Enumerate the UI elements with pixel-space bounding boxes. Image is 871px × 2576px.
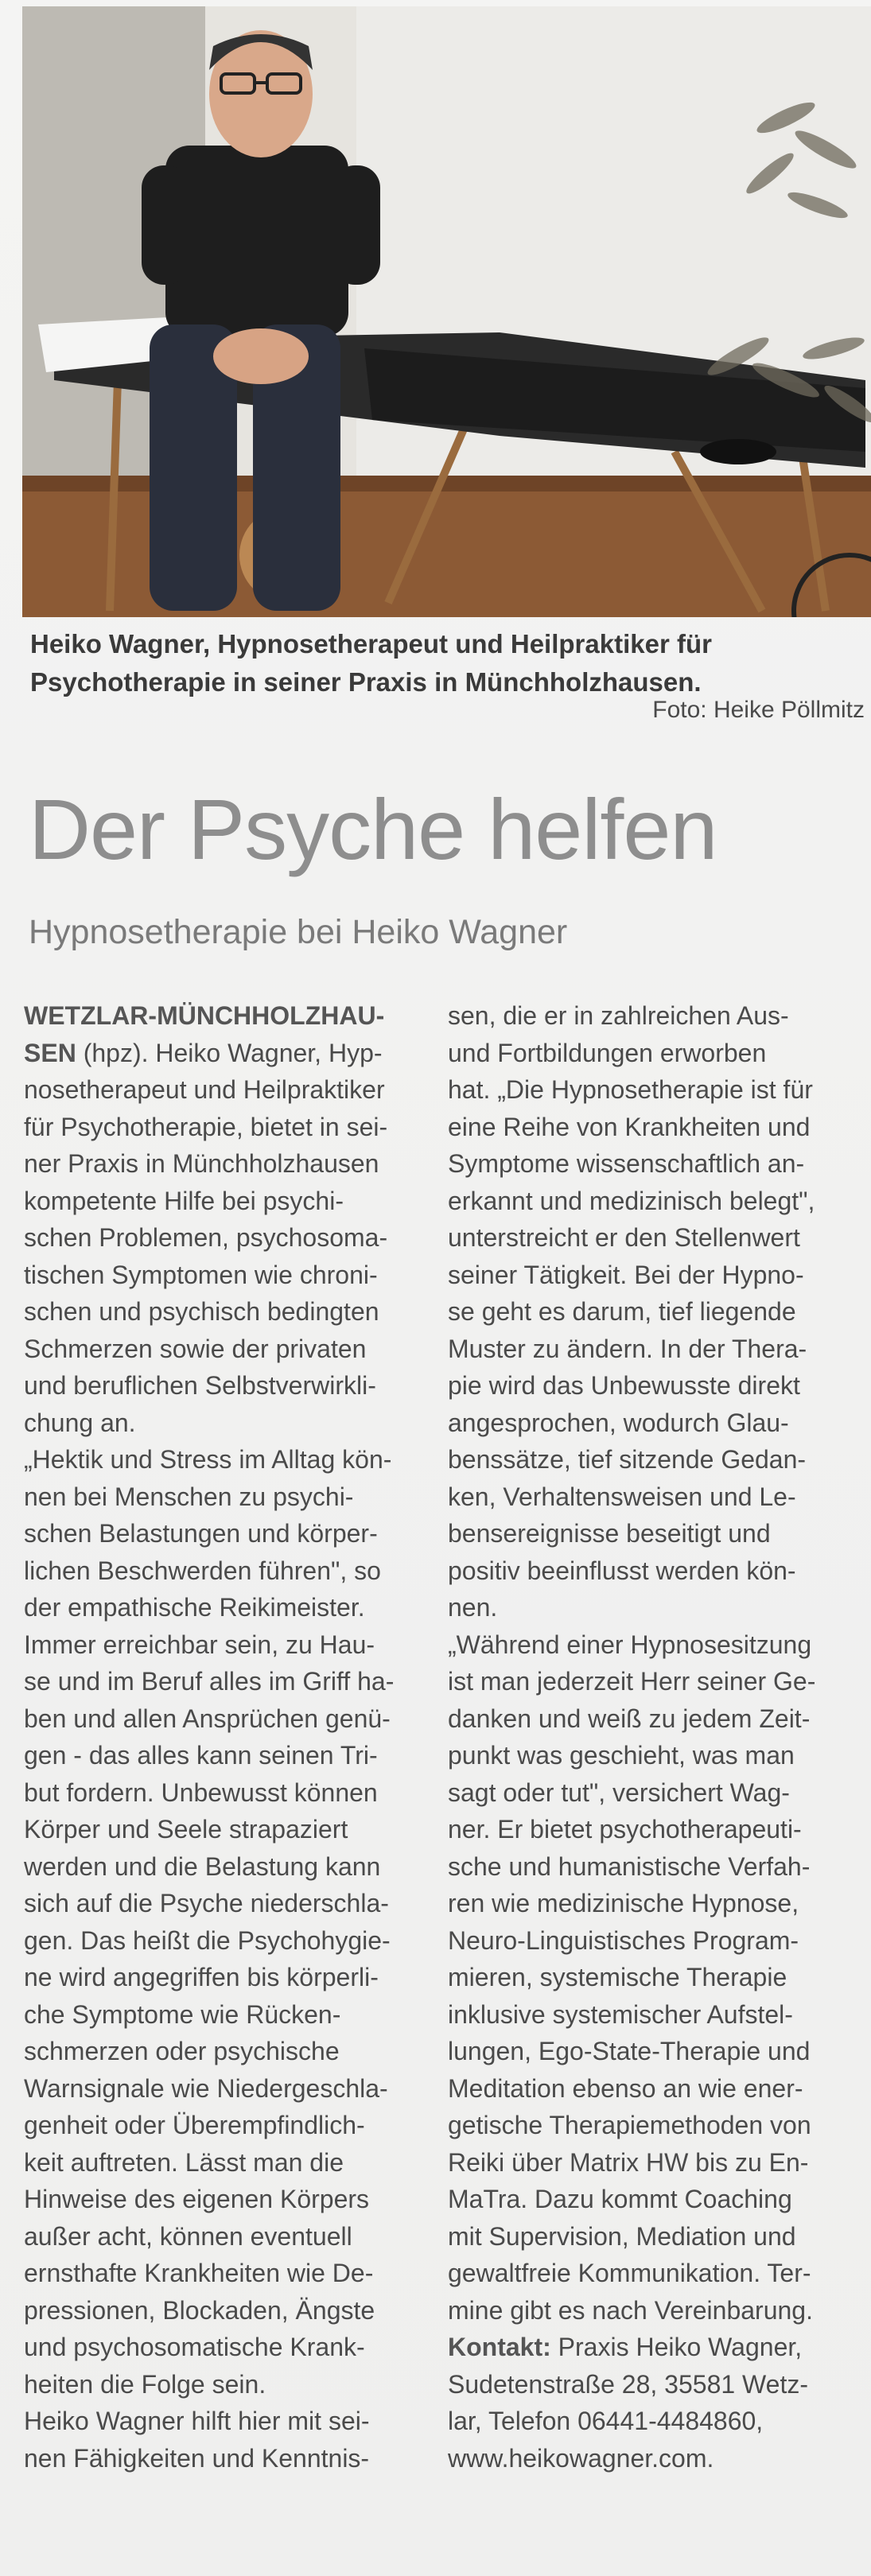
body-line: schen und psychisch bedingten [24, 1297, 379, 1326]
body-line: inklusive systemischer Aufstel- [448, 1999, 793, 2029]
body-line: ken, Verhaltensweisen und Le- [448, 1482, 796, 1511]
body-line: nosetherapeut und Heilpraktiker [24, 1075, 385, 1104]
body-line: genheit oder Überempfindlich- [24, 2111, 365, 2139]
article-photo [22, 6, 871, 617]
body-line: unterstreicht er den Stellenwert [448, 1223, 800, 1252]
body-line: seiner Tätigkeit. Bei der Hypno- [448, 1260, 804, 1289]
contact-line: Sudetenstraße 28, 35581 Wetz- [448, 2369, 809, 2399]
article-dateline-cont: SEN [24, 1038, 76, 1067]
body-line: Meditation ebenso an wie ener- [448, 2073, 803, 2103]
body-line: Immer erreichbar sein, zu Hau- [24, 1630, 375, 1659]
body-line: ne wird angegriffen bis körperli- [24, 1963, 379, 1991]
body-line: und psychosomatische Krank- [24, 2333, 365, 2361]
body-line: Neuro-Linguistisches Program- [448, 1925, 799, 1955]
body-line: sche und humanistische Verfah- [448, 1851, 811, 1881]
body-line: heiten die Folge sein. [24, 2369, 266, 2399]
article-headline: Der Psyche helfen [29, 781, 717, 877]
body-line: mieren, systemische Therapie [448, 1963, 787, 1991]
article-subheadline: Hypnosetherapie bei Heiko Wagner [29, 913, 568, 951]
body-line: Hinweise des eigenen Körpers [24, 2185, 370, 2213]
contact-line: lar, Telefon 06441-4484860, [448, 2407, 764, 2435]
body-line [24, 1035, 415, 1072]
body-line: se und im Beruf alles im Griff ha- [24, 1667, 395, 1696]
body-line: che Symptome wie Rücken- [24, 1999, 341, 2029]
photo-credit: Foto: Heike Pöllmitz [652, 697, 865, 723]
body-line: ner Praxis in Münchholzhausen [24, 1149, 379, 1178]
body-line: ren wie medizinische Hypnose, [448, 1889, 799, 1917]
contact-line [448, 2329, 839, 2366]
article-column-right [448, 997, 839, 2477]
body-line: getische Therapiemethoden von [448, 2111, 811, 2139]
contact-label: Kontakt: [448, 2333, 551, 2361]
contact-text: Praxis Heiko Wagner, [550, 2333, 803, 2361]
body-line: Warnsignale wie Niedergeschla- [24, 2073, 388, 2103]
body-line: keit auftreten. Lässt man die [24, 2147, 344, 2177]
body-line: ist man jederzeit Herr seiner Ge- [448, 1667, 816, 1696]
body-line: mit Supervision, Mediation und [448, 2221, 796, 2251]
body-line: kompetente Hilfe bei psychi- [24, 1186, 344, 1215]
body-line: und Fortbildungen erworben [448, 1038, 767, 1067]
body-line: Symptome wissenschaftlich an- [448, 1149, 805, 1178]
body-line: se geht es darum, tief liegende [448, 1297, 796, 1326]
body-line: benssätze, tief sitzende Gedan- [448, 1445, 807, 1474]
photo-illustration [22, 6, 871, 617]
body-line: but fordern. Unbewusst können [24, 1778, 378, 1807]
body-line: lichen Beschwerden führen", so [24, 1556, 381, 1585]
body-line: nen. [448, 1593, 498, 1622]
body-line: eine Reihe von Krankheiten und [448, 1112, 811, 1141]
article-dateline: WETZLAR-MÜNCHHOLZHAU- [24, 1001, 385, 1030]
body-line: sagt oder tut", versichert Wag- [448, 1778, 790, 1807]
body-line: ernsthafte Krankheiten wie De- [24, 2259, 374, 2287]
body-line: sen, die er in zahlreichen Aus- [448, 1001, 789, 1030]
body-line: schmerzen oder psychische [24, 2037, 340, 2065]
body-line: tischen Symptomen wie chroni- [24, 1260, 378, 1289]
body-line: chung an. [24, 1408, 136, 1437]
body-line: angesprochen, wodurch Glau- [448, 1408, 789, 1437]
body-line: schen Belastungen und körper- [24, 1519, 378, 1548]
body-line: gewaltfreie Kommunikation. Ter- [448, 2259, 811, 2287]
body-line: ben und allen Ansprüchen genü- [24, 1704, 391, 1733]
contact-line: www.heikowagner.com. [448, 2443, 714, 2473]
body-line: schen Problemen, psychosoma- [24, 1223, 388, 1252]
body-line: nen bei Menschen zu psychi- [24, 1482, 354, 1511]
body-line: pie wird das Unbewusste direkt [448, 1371, 800, 1400]
dateline-line [24, 997, 415, 1035]
body-line: Heiko Wagner hilft hier mit sei- [24, 2407, 370, 2435]
body-line: erkannt und medizinisch belegt", [448, 1186, 815, 1215]
body-line: positiv beeinflusst werden kön- [448, 1556, 796, 1585]
body-line: der empathische Reikimeister. [24, 1593, 365, 1622]
body-line: lungen, Ego-State-Therapie und [448, 2037, 811, 2065]
body-line: werden und die Belastung kann [24, 1851, 381, 1881]
body-line: danken und weiß zu jedem Zeit- [448, 1704, 811, 1733]
body-line: ner. Er bietet psychotherapeuti- [448, 1815, 802, 1844]
body-line: sich auf die Psyche niederschla- [24, 1889, 389, 1917]
body-line: punkt was geschieht, was man [448, 1741, 795, 1770]
body-line: für Psychotherapie, bietet in sei- [24, 1112, 388, 1141]
body-line: Körper und Seele strapaziert [24, 1815, 348, 1844]
body-line: „Hektik und Stress im Alltag kön- [24, 1445, 392, 1474]
body-line: gen. Das heißt die Psychohygie- [24, 1925, 391, 1955]
body-line: hat. „Die Hypnosetherapie ist für [448, 1075, 813, 1104]
body-line: und beruflichen Selbstverwirkli- [24, 1371, 376, 1400]
body-line: MaTra. Dazu kommt Coaching [448, 2185, 792, 2213]
body-text: (hpz). Heiko Wagner, Hyp- [76, 1038, 383, 1067]
body-line: nen Fähigkeiten und Kenntnis- [24, 2443, 370, 2473]
body-line: Muster zu ändern. In der Thera- [448, 1334, 807, 1363]
body-line: bensereignisse beseitigt und [448, 1519, 771, 1548]
photo-caption: Heiko Wagner, Hypnosetherapeut und Heilpraktiker für Psychotherapie in seiner Praxis in Münchholzhausen. [30, 629, 712, 697]
body-line: außer acht, können eventuell [24, 2221, 352, 2251]
body-line: Reiki über Matrix HW bis zu En- [448, 2147, 809, 2177]
article-column-left [24, 997, 415, 2477]
body-line: „Während einer Hypnosesitzung [448, 1630, 812, 1659]
body-line: pressionen, Blockaden, Ängste [24, 2295, 375, 2325]
body-line: Schmerzen sowie der privaten [24, 1334, 367, 1363]
body-line: gen - das alles kann seinen Tri- [24, 1741, 378, 1770]
body-line: mine gibt es nach Vereinbarung. [448, 2295, 813, 2325]
